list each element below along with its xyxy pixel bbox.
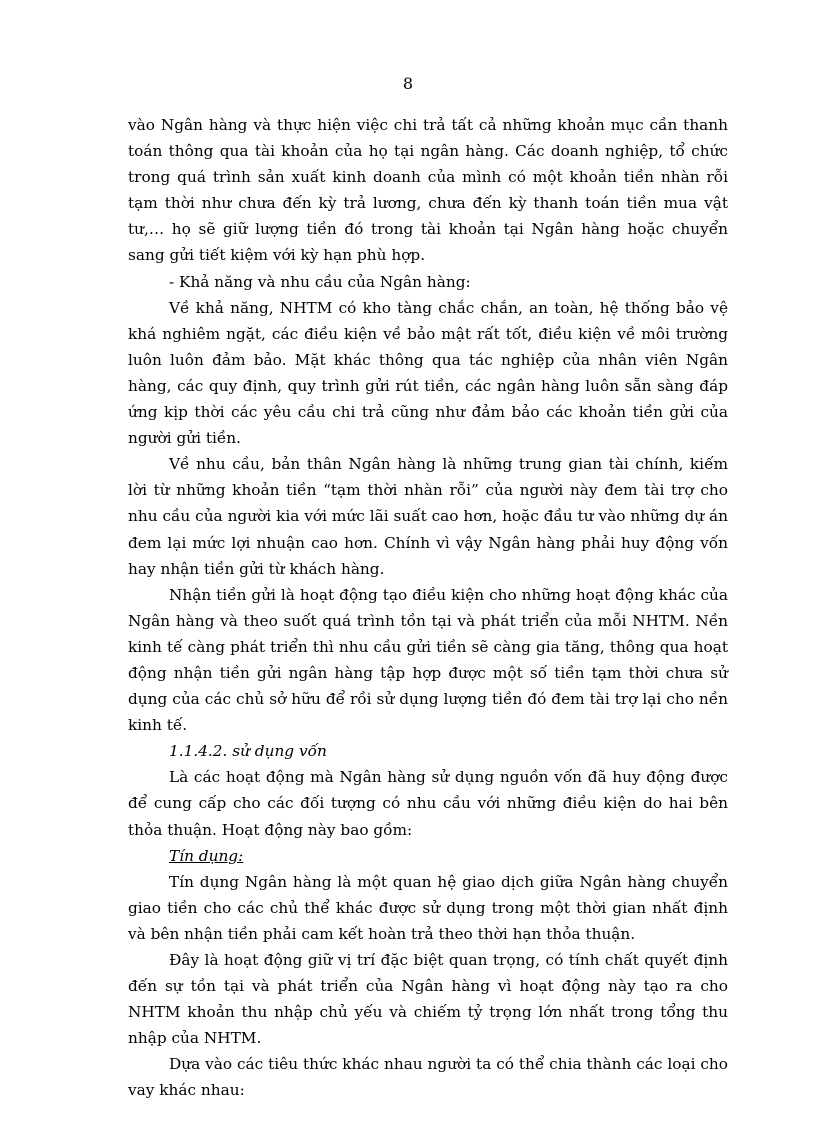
paragraph-subheading-bank-capacity: - Khả năng và nhu cầu của Ngân hàng: xyxy=(169,272,471,291)
paragraph-continuation: vào Ngân hàng và thực hiện việc chi trả tất cả những khoản mục cần thanh toán thông qua tài khoản của họ tại ngân hàng. Các doanh nghiệp, tổ chức trong quá trình sản xuất kinh doanh của mình có một khoản tiền nhàn rỗi tạm thời như chưa đến kỳ trả lương, chưa đến kỳ thanh toán tiền mua vật tư,… họ sẽ giữ lượng tiền đó trong tài khoản tại Ngân hàng hoặc chuyển sang gửi tiết kiệm với kỳ hạn phù hợp. xyxy=(128,116,728,265)
subheading-credit: Tín dụng: xyxy=(169,846,244,865)
paragraph-credit-importance: Đây là hoạt động giữ vị trí đặc biệt quan trọng, có tính chất quyết định đến sự tồn tại và phát triển của Ngân hàng vì hoạt động này tạo ra cho NHTM khoản thu nhập chủ yếu và chiếm tỷ trọng lớn nhất trong tổng thu nhập của NHTM. xyxy=(128,951,728,1048)
paragraph-use-of-capital: Là các hoạt động mà Ngân hàng sử dụng nguồn vốn đã huy động được để cung cấp cho các đối tượng có nhu cầu với những điều kiện do hai bên thỏa thuận. Hoạt động này bao gồm: xyxy=(128,768,728,839)
paragraph-loan-types: Dựa vào các tiêu thức khác nhau người ta có thể chia thành các loại cho vay khác nhau: xyxy=(128,1055,728,1100)
document-body xyxy=(128,112,728,1104)
paragraph-credit-definition: Tín dụng Ngân hàng là một quan hệ giao dịch giữa Ngân hàng chuyển giao tiền cho các chủ thể khác được sử dụng trong một thời gian nhất định và bên nhận tiền phải cam kết hoàn trả theo thời hạn thỏa thuận. xyxy=(128,872,728,943)
page-number: 8 xyxy=(402,74,414,93)
paragraph-demand: Về nhu cầu, bản thân Ngân hàng là những trung gian tài chính, kiếm lời từ những khoản tiền “tạm thời nhàn rỗi” của người này đem tài trợ cho nhu cầu của người kia với mức lãi suất cao hơn, hoặc đầu tư vào những dự án đem lại mức lợi nhuận cao hơn. Chính vì vậy Ngân hàng phải huy động vốn hay nhận tiền gửi từ khách hàng. xyxy=(128,455,728,578)
section-heading-use-of-capital: 1.1.4.2. sử dụng vốn xyxy=(169,742,327,761)
paragraph-deposits: Nhận tiền gửi là hoạt động tạo điều kiện cho những hoạt động khác của Ngân hàng và theo suốt quá trình tồn tại và phát triển của mỗi NHTM. Nền kinh tế càng phát triển thì nhu cầu gửi tiền sẽ càng gia tăng, thông qua hoạt động nhận tiền gửi ngân hàng tập hợp được một số tiền tạm thời chưa sử dụng của các chủ sở hữu để rồi sử dụng lượng tiền đó đem tài trợ lại cho nền kinh tế. xyxy=(128,585,728,735)
paragraph-capacity: Về khả năng, NHTM có kho tàng chắc chắn, an toàn, hệ thống bảo vệ khá nghiêm ngặt, các điều kiện về bảo mật rất tốt, điều kiện về môi trường luôn luôn đảm bảo. Mặt khác thông qua tác nghiệp của nhân viên Ngân hàng, các quy định, quy trình gửi rút tiền, các ngân hàng luôn sẵn sàng đáp ứng kịp thời các yêu cầu chi trả cũng như đảm bảo các khoản tiền gửi của người gửi tiền. xyxy=(128,298,728,448)
